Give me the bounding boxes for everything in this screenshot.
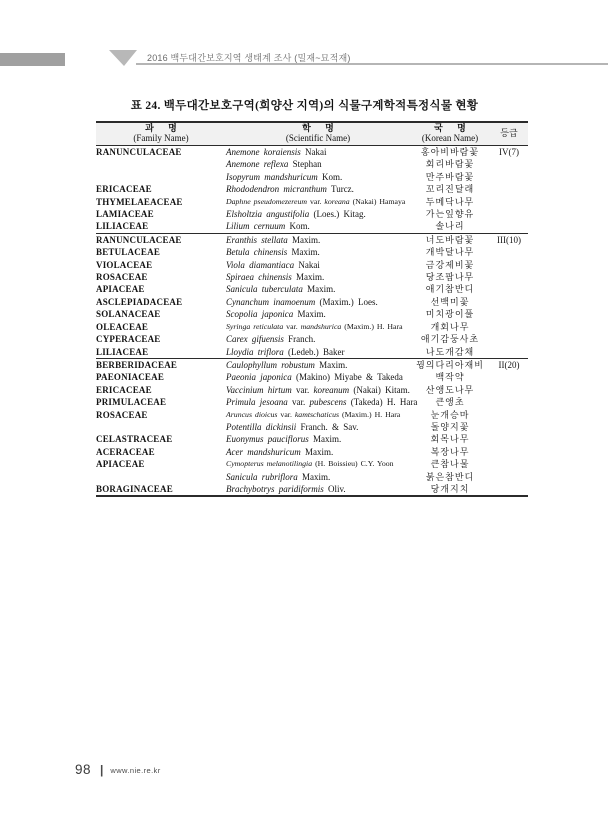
species-row (96, 308, 528, 320)
species-row (96, 421, 528, 433)
korean-name-cell: 개박달나무 (425, 247, 475, 258)
scientific-name-cell: Sanicula rubriflora Maxim. (226, 471, 331, 482)
species-row (96, 321, 528, 333)
species-row (96, 471, 528, 483)
family-name-cell: RANUNCULACEAE (96, 147, 182, 157)
species-row (96, 333, 528, 345)
family-name-cell: LILIACEAE (96, 221, 149, 232)
korean-name-cell: 돌양지꽃 (430, 421, 470, 432)
page-number: 98 (75, 762, 92, 777)
korean-name-cell: 당조팝나무 (425, 272, 475, 283)
species-row (96, 183, 528, 195)
species-row (96, 158, 528, 170)
family-name-cell: ERICACEAE (96, 184, 152, 195)
grade-cell (490, 271, 528, 283)
species-row (96, 171, 528, 183)
korean-name-cell: 애기참반디 (425, 284, 475, 295)
korean-name-cell: 산앵도나무 (425, 384, 475, 395)
scientific-name-cell: Viola diamantiaca Nakai (226, 259, 320, 270)
scientific-name-cell: Potentilla dickinsii Franch. & Sav. (226, 421, 359, 432)
family-name-cell: PAEONIACEAE (96, 372, 165, 383)
korean-name-cell: 가는잎향유 (425, 209, 475, 220)
col-header-scientific (226, 122, 410, 146)
species-row (96, 246, 528, 258)
grade-cell (490, 458, 528, 470)
species-row (96, 259, 528, 271)
scientific-name-cell: Acer mandshuricum Maxim. (226, 446, 334, 457)
scientific-name-cell: Syringa reticulata var. mandshurica (Maxim.) H. Hara (226, 321, 403, 331)
col-header-scientific-en: (Scientific Name) (285, 132, 351, 143)
family-name-cell: BORAGINACEAE (96, 483, 226, 496)
family-name-cell: OLEACEAE (96, 321, 149, 332)
korean-name-cell: 두메닥나무 (425, 196, 475, 207)
grade-cell (490, 483, 528, 496)
korean-name-cell: 백작약 (435, 372, 465, 383)
species-row (96, 409, 528, 421)
scientific-name-cell: Elsholtzia angustifolia (Loes.) Kitag. (226, 209, 366, 220)
scientific-name-cell: Cynanchum inamoenum (Maxim.) Loes. (226, 296, 378, 307)
grade-cell (490, 208, 528, 220)
species-row (96, 233, 528, 246)
korean-name-cell: 선백미꽃 (430, 296, 470, 307)
col-header-family (96, 122, 226, 146)
korean-name-cell: 너도바람꽃 (410, 233, 490, 246)
korean-name-cell: 회목나무 (430, 434, 470, 445)
scientific-name-cell: Rhododendron micranthum Turcz. (226, 184, 354, 195)
korean-name-cell: 애기감둥사초 (420, 334, 480, 345)
scientific-name-cell: Anemone koraiensis Nakai (226, 147, 327, 157)
grade-cell (490, 183, 528, 195)
korean-name-cell: 만주바람꽃 (425, 171, 475, 182)
col-header-korean-en: (Korean Name) (421, 132, 479, 143)
korean-name-cell: 꿩의다리아재비 (410, 358, 490, 371)
species-row (96, 458, 528, 470)
family-name-cell: APIACEAE (96, 459, 145, 470)
scientific-name-cell: Carex gifuensis Franch. (226, 334, 316, 345)
species-row (96, 196, 528, 208)
korean-name-cell: 회리바람꽃 (425, 159, 475, 170)
col-header-scientific-ko: 학 명 (302, 123, 334, 133)
header-left-bar (0, 53, 65, 66)
korean-name-cell: 미치광이풀 (425, 309, 475, 320)
grade-cell (490, 196, 528, 208)
scientific-name-cell: Aruncus dioicus var. kamtschaticus (Maxim.) H. Hara (226, 409, 401, 419)
family-name-cell (96, 158, 226, 170)
family-name-cell: ACERACEAE (96, 446, 155, 457)
family-name-cell: CELASTRACEAE (96, 434, 173, 445)
scientific-name-cell: Brachybotrys paridiformis Oliv. (226, 483, 410, 496)
korean-name-cell: 홍아비바람꽃 (420, 147, 480, 157)
scientific-name-cell: Lloydia triflora (Ledeb.) Baker (226, 346, 345, 357)
grade-cell (490, 259, 528, 271)
species-row (96, 433, 528, 445)
species-row (96, 384, 528, 396)
species-row (96, 396, 528, 408)
korean-name-cell: 솔나리 (435, 221, 465, 232)
korean-name-cell: 개회나무 (430, 321, 470, 332)
korean-name-cell: 큰앵초 (435, 397, 465, 408)
grade-cell (490, 421, 528, 433)
scientific-name-cell: Lilium cernuum Kom. (226, 221, 310, 232)
species-row (96, 296, 528, 308)
scientific-name-cell: Betula chinensis Maxim. (226, 247, 320, 258)
grade-cell (490, 283, 528, 295)
family-name-cell: BERBERIDACEAE (96, 358, 226, 371)
scientific-name-cell: Sanicula tuberculata Maxim. (226, 284, 336, 295)
family-name-cell (96, 171, 226, 183)
family-name-cell: RANUNCULACEAE (96, 233, 226, 246)
page-footer (75, 762, 161, 777)
grade-cell (490, 308, 528, 320)
grade-cell (490, 371, 528, 383)
scientific-name-cell: Cymopterus melanotilingia (H. Boissieu) C.Y. Yoon (226, 459, 394, 469)
scientific-name-cell: Anemone reflexa Stephan (226, 159, 322, 170)
family-name-cell: ROSACEAE (96, 272, 148, 283)
footer-site-url: www.nie.re.kr (110, 766, 161, 775)
korean-name-cell: 당개지치 (410, 483, 490, 496)
grade-cell (490, 158, 528, 170)
korean-name-cell: 복장나무 (430, 446, 470, 457)
species-row (96, 220, 528, 233)
grade-cell: II(20) (490, 358, 528, 371)
scientific-name-cell: Scopolia japonica Maxim. (226, 309, 326, 320)
col-header-family-ko: 과 명 (145, 123, 177, 133)
korean-name-cell: 붉은참반디 (425, 471, 475, 482)
col-header-grade: 등급 (490, 122, 528, 146)
grade-cell (490, 396, 528, 408)
korean-name-cell: 꼬리진달래 (425, 184, 475, 195)
grade-cell (490, 333, 528, 345)
grade-cell (490, 296, 528, 308)
col-header-korean (410, 122, 490, 146)
korean-name-cell: 나도개감채 (425, 346, 475, 357)
species-row (96, 271, 528, 283)
family-name-cell: PRIMULACEAE (96, 397, 167, 408)
grade-cell: IV(7) (499, 147, 519, 157)
korean-name-cell: 금강제비꽃 (425, 259, 475, 270)
col-header-family-en: (Family Name) (133, 132, 189, 143)
grade-cell (490, 471, 528, 483)
grade-cell: III(10) (490, 233, 528, 246)
scientific-name-cell: Daphne pseudomezereum var. koreana (Nakai) Hamaya (226, 196, 406, 206)
grade-cell (490, 433, 528, 445)
scientific-name-cell: Caulophyllum robustum Maxim. (226, 358, 410, 371)
korean-name-cell: 큰참나물 (430, 459, 470, 470)
grade-cell (490, 409, 528, 421)
table-title: 표 24. 백두대간보호구역(희양산 지역)의 식물구계학적특정식물 현황 (130, 100, 479, 112)
grade-cell (490, 446, 528, 458)
grade-cell (490, 171, 528, 183)
family-name-cell: ERICACEAE (96, 384, 152, 395)
korean-name-cell: 눈개승마 (430, 409, 470, 420)
running-header-text: 2016 백두대간보호지역 생태계 조사 (밀재~묘적재) (147, 53, 351, 63)
family-name-cell (96, 421, 226, 433)
scientific-name-cell: Primula jesoana var. pubescens (Takeda) H. Hara (226, 397, 418, 408)
scientific-name-cell: Eranthis stellata Maxim. (226, 233, 410, 246)
scientific-name-cell: Isopyrum mandshuricum Kom. (226, 171, 343, 182)
family-name-cell: LILIACEAE (96, 346, 149, 357)
table-header-row (96, 122, 528, 146)
family-name-cell: BETULACEAE (96, 247, 161, 258)
family-name-cell: SOLANACEAE (96, 309, 161, 320)
species-row (96, 346, 528, 359)
footer-separator: | (100, 762, 104, 777)
scientific-name-cell: Spiraea chinensis Maxim. (226, 272, 325, 283)
grade-cell (490, 384, 528, 396)
species-row (96, 208, 528, 220)
family-name-cell: CYPERACEAE (96, 334, 161, 345)
species-row (96, 146, 528, 159)
scientific-name-cell: Paeonia japonica (Makino) Miyabe & Takeda (226, 372, 403, 383)
family-name-cell (96, 471, 226, 483)
species-row (96, 358, 528, 371)
scientific-name-cell: Euonymus pauciflorus Maxim. (226, 434, 342, 445)
family-name-cell: APIACEAE (96, 284, 145, 295)
species-row (96, 371, 528, 383)
grade-cell (490, 346, 528, 359)
family-name-cell: THYMELAEACEAE (96, 196, 183, 207)
species-row (96, 483, 528, 496)
scientific-name-cell: Vaccinium hirtum var. koreanum (Nakai) Kitam. (226, 384, 410, 395)
species-table (96, 121, 528, 497)
family-name-cell: ASCLEPIADACEAE (96, 296, 183, 307)
header-triangle-icon (109, 50, 137, 66)
species-row (96, 446, 528, 458)
family-name-cell: ROSACEAE (96, 409, 148, 420)
grade-cell (490, 246, 528, 258)
family-name-cell: VIOLACEAE (96, 259, 153, 270)
species-row (96, 283, 528, 295)
family-name-cell: LAMIACEAE (96, 209, 154, 220)
col-header-korean-ko: 국 명 (434, 123, 466, 133)
grade-cell (490, 220, 528, 233)
grade-cell (490, 321, 528, 333)
